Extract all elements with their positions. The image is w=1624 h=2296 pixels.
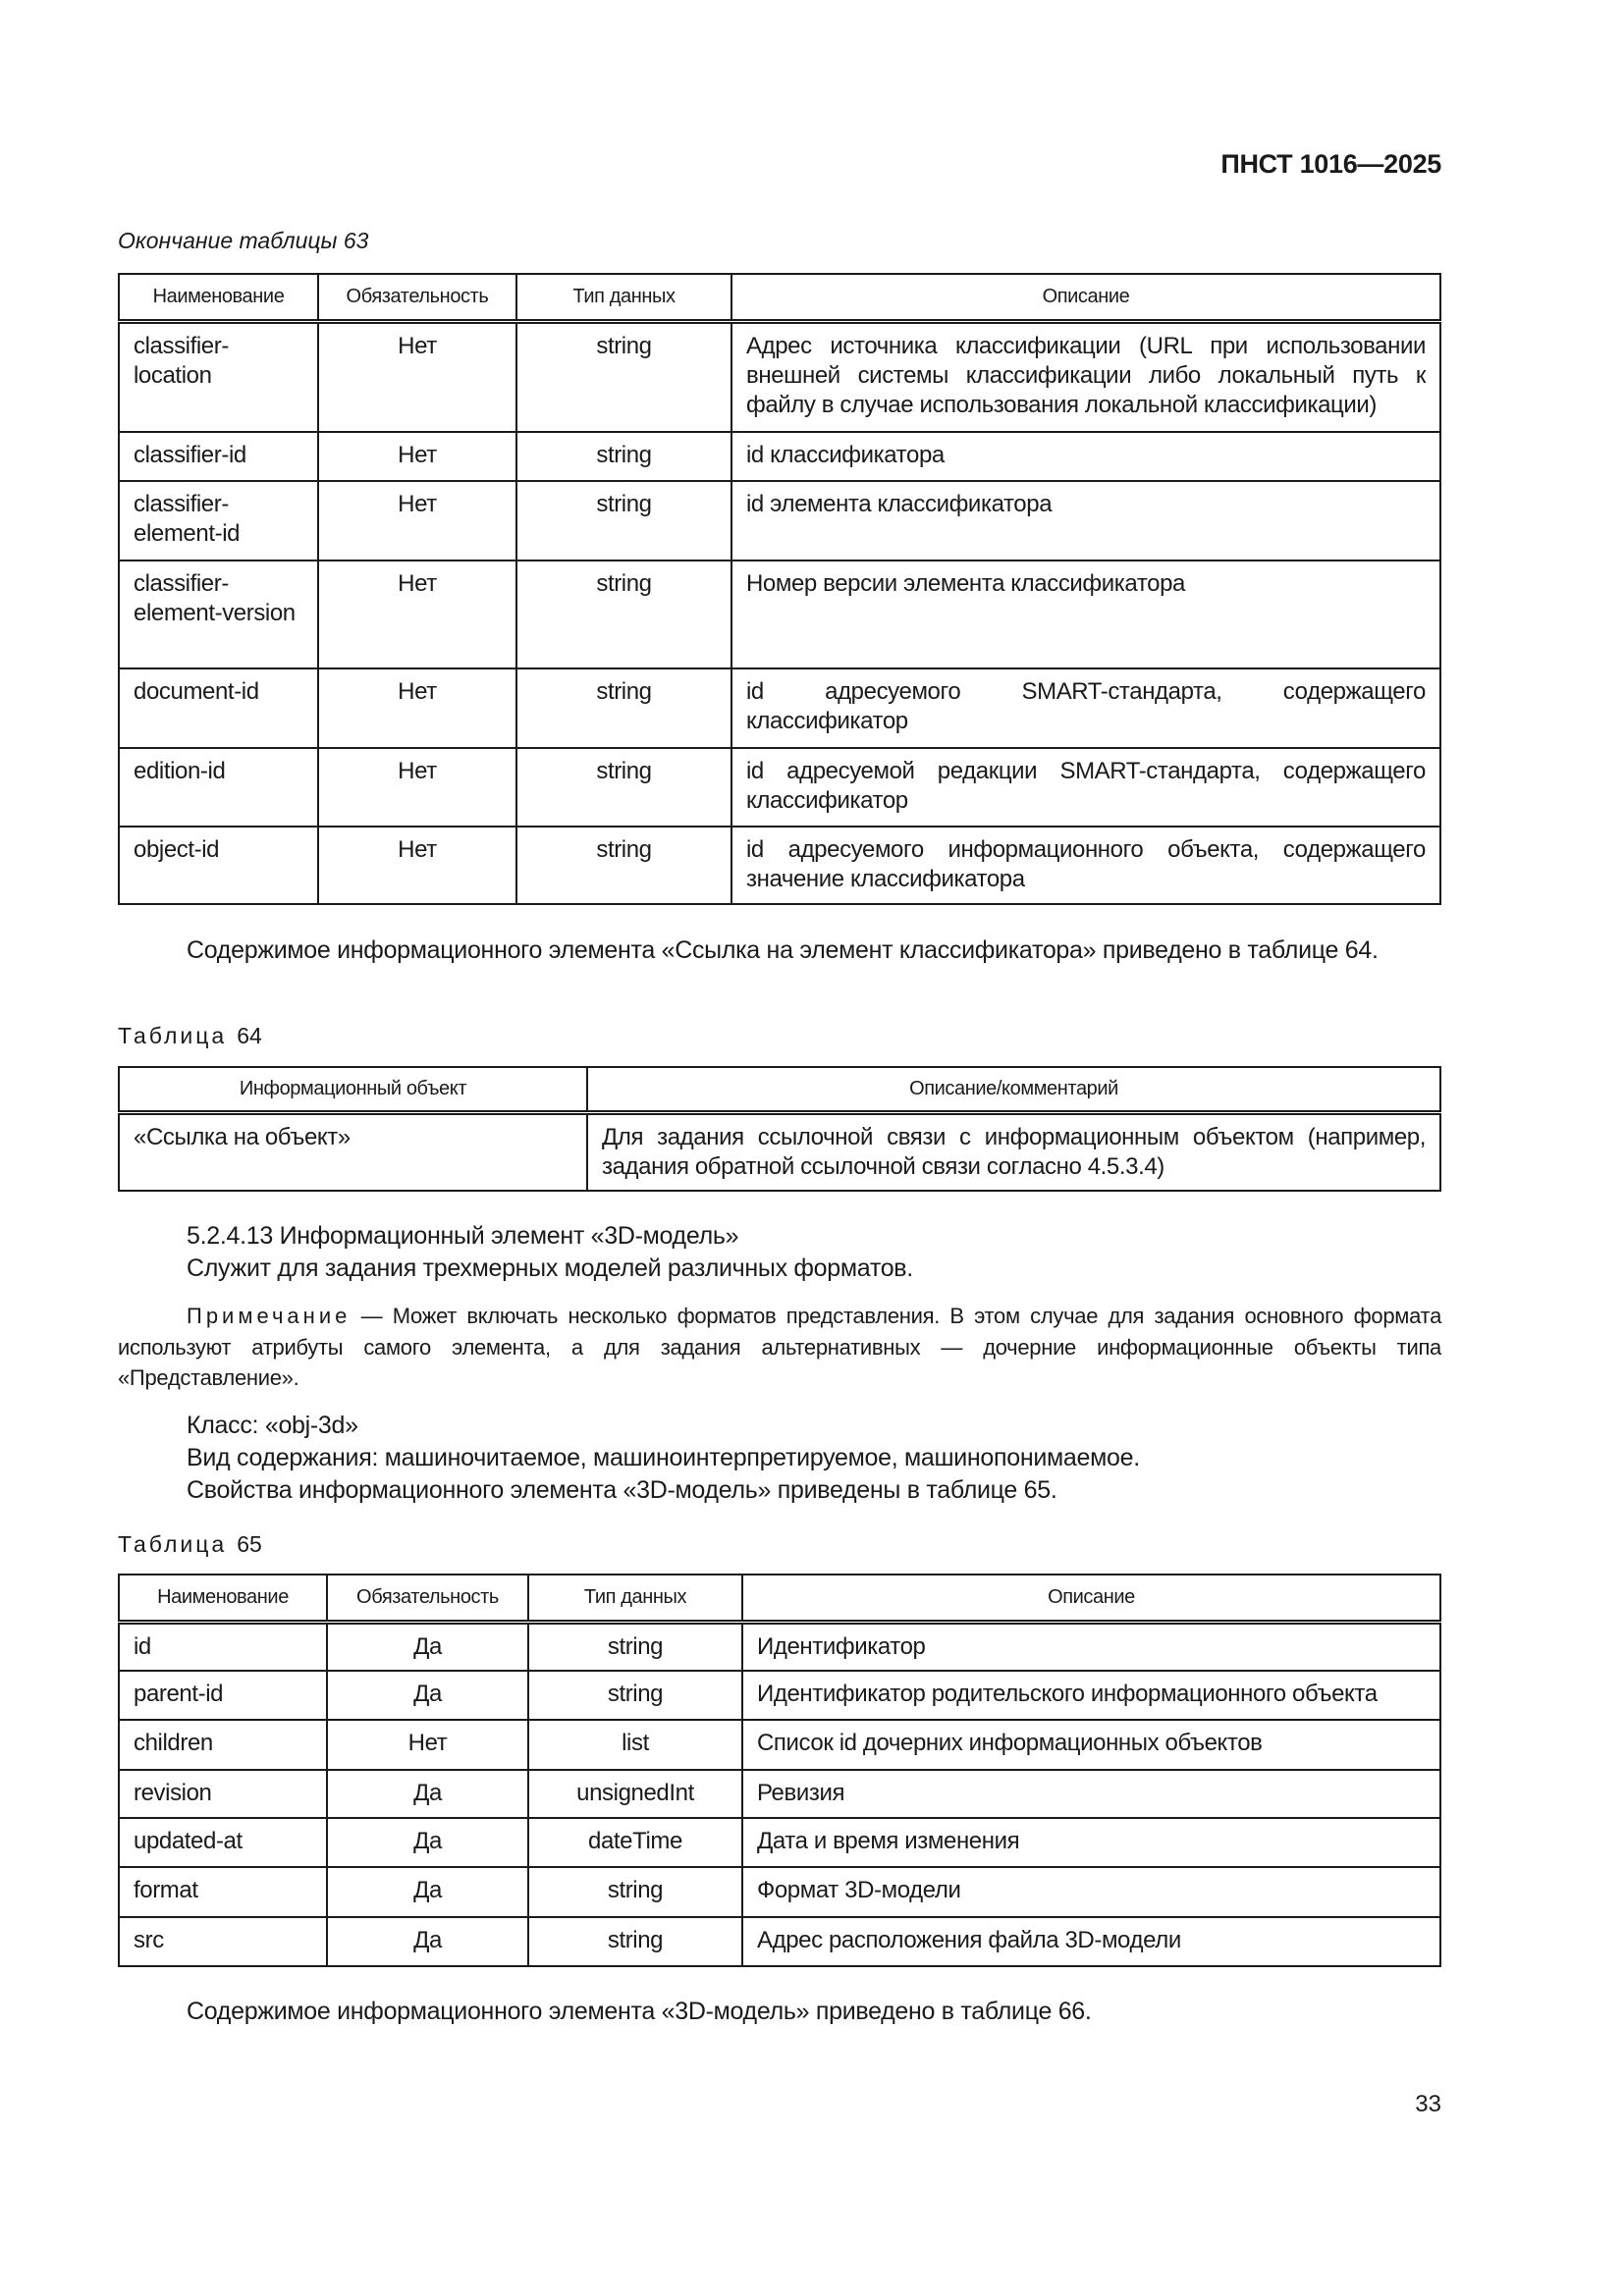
note: [118, 1301, 1441, 1394]
table-cell: string: [516, 668, 731, 748]
table-64: [118, 1066, 1441, 1192]
table-cell: Дата и время изменения: [742, 1818, 1440, 1867]
column-header: Обязательность: [327, 1575, 528, 1622]
table-header-row: [119, 1575, 1440, 1622]
column-header: Наименование: [119, 274, 318, 321]
table-number: 65: [237, 1531, 262, 1557]
table-cell: Адрес источника классификации (URL при использовании внешней системы классификации либо локальный путь к файлу в случае использования локальной классификации): [731, 321, 1440, 432]
table-row: [119, 1720, 1440, 1770]
table-cell: Нет: [318, 668, 516, 748]
document-code: ПНСТ 1016—2025: [1220, 149, 1441, 179]
table-row: [119, 432, 1440, 481]
table-cell: list: [528, 1720, 742, 1770]
table-65-label: [118, 1531, 262, 1558]
table-cell: Для задания ссылочной связи с информационным объектом (например, задания обратной ссылочной связи согласно 4.5.3.4): [587, 1112, 1440, 1191]
table-cell: string: [516, 561, 731, 668]
table-cell: string: [528, 1917, 742, 1966]
table-cell: string: [528, 1671, 742, 1720]
table-cell: id элемента классификатора: [731, 481, 1440, 561]
table-row: [119, 1112, 1440, 1191]
table-cell: edition-id: [119, 748, 318, 827]
table-cell: Нет: [318, 561, 516, 668]
table-cell: string: [516, 432, 731, 481]
table-cell: string: [516, 321, 731, 432]
page-number: 33: [1415, 2091, 1441, 2117]
column-header: Обязательность: [318, 274, 516, 321]
section-purpose: Служит для задания трехмерных моделей различных форматов.: [187, 1255, 913, 1282]
table-cell: classifier-location: [119, 321, 318, 432]
table-cell: id адресуемой редакции SMART-стандарта, содержащего классификатор: [731, 748, 1440, 827]
table-cell: id: [119, 1622, 327, 1671]
table-row: [119, 1671, 1440, 1720]
content-kind: Вид содержания: машиночитаемое, машиноинтерпретируемое, машинопонимаемое.: [187, 1444, 1140, 1471]
table-cell: id адресуемого SMART-стандарта, содержащего классификатор: [731, 668, 1440, 748]
table-63: [118, 273, 1441, 905]
column-header: Тип данных: [528, 1575, 742, 1622]
properties-line: Свойства информационного элемента «3D-модель» приведены в таблице 65.: [187, 1476, 1057, 1504]
table-cell: string: [516, 481, 731, 561]
table-row: [119, 668, 1440, 748]
column-header: Описание: [742, 1575, 1440, 1622]
table-cell: string: [516, 827, 731, 904]
column-header: Описание/комментарий: [587, 1067, 1440, 1112]
class-line: Класс: «obj-3d»: [187, 1412, 358, 1439]
table-cell: unsignedInt: [528, 1770, 742, 1818]
table-number: 64: [237, 1023, 262, 1048]
table-cell: Адрес расположения файла 3D-модели: [742, 1917, 1440, 1966]
table-cell: string: [528, 1622, 742, 1671]
table-cell: Да: [327, 1671, 528, 1720]
table-cell: dateTime: [528, 1818, 742, 1867]
table-cell: Нет: [318, 432, 516, 481]
column-header: Информационный объект: [119, 1067, 587, 1112]
note-label: Примечание: [187, 1304, 352, 1328]
table-cell: Нет: [318, 481, 516, 561]
table-cell: Нет: [318, 827, 516, 904]
paragraph-table66-intro: Содержимое информационного элемента «3D-модель» приведено в таблице 66.: [187, 1998, 1092, 2025]
table-cell: revision: [119, 1770, 327, 1818]
table-63-caption: Окончание таблицы 63: [118, 228, 369, 253]
table-cell: Ревизия: [742, 1770, 1440, 1818]
table-cell: «Ссылка на объект»: [119, 1112, 587, 1191]
table-header-row: [119, 274, 1440, 321]
table-row: [119, 1867, 1440, 1917]
table-cell: string: [528, 1867, 742, 1917]
table-row: [119, 561, 1440, 668]
table-cell: Формат 3D-модели: [742, 1867, 1440, 1917]
table-cell: classifier-element-version: [119, 561, 318, 668]
table-cell: Да: [327, 1818, 528, 1867]
table-row: [119, 1770, 1440, 1818]
table-cell: parent-id: [119, 1671, 327, 1720]
table-cell: Да: [327, 1867, 528, 1917]
table-row: [119, 748, 1440, 827]
table-label-word: Таблица: [118, 1023, 228, 1048]
column-header: Описание: [731, 274, 1440, 321]
table-cell: Список id дочерних информационных объектов: [742, 1720, 1440, 1770]
table-cell: Да: [327, 1622, 528, 1671]
table-cell: object-id: [119, 827, 318, 904]
table-cell: id классификатора: [731, 432, 1440, 481]
table-cell: updated-at: [119, 1818, 327, 1867]
column-header: Наименование: [119, 1575, 327, 1622]
table-cell: Идентификатор: [742, 1622, 1440, 1671]
note-text: — Может включать несколько форматов представления. В этом случае для задания основного формата используют атрибуты самого элемента, а для задания альтернативных — дочерние информационные объекты типа «Представление».: [118, 1304, 1441, 1390]
table-cell: string: [516, 748, 731, 827]
table-64-label: [118, 1023, 262, 1049]
table-row: [119, 1917, 1440, 1966]
table-cell: src: [119, 1917, 327, 1966]
column-header: Тип данных: [516, 274, 731, 321]
table-row: [119, 1818, 1440, 1867]
table-label-word: Таблица: [118, 1531, 228, 1557]
table-cell: id адресуемого информационного объекта, содержащего значение классификатора: [731, 827, 1440, 904]
table-cell: Да: [327, 1917, 528, 1966]
table-cell: Нет: [318, 321, 516, 432]
table-cell: classifier-element-id: [119, 481, 318, 561]
table-cell: Идентификатор родительского информационного объекта: [742, 1671, 1440, 1720]
table-cell: Нет: [327, 1720, 528, 1770]
table-cell: Да: [327, 1770, 528, 1818]
table-cell: children: [119, 1720, 327, 1770]
table-cell: format: [119, 1867, 327, 1917]
table-cell: classifier-id: [119, 432, 318, 481]
table-row: [119, 481, 1440, 561]
table-cell: Нет: [318, 748, 516, 827]
table-cell: Номер версии элемента классификатора: [731, 561, 1440, 668]
table-header-row: [119, 1067, 1440, 1112]
paragraph-table64-intro: Содержимое информационного элемента «Ссылка на элемент классификатора» приведено в таблице 64.: [187, 936, 1379, 964]
table-row: [119, 321, 1440, 432]
section-heading: 5.2.4.13 Информационный элемент «3D-модель»: [187, 1222, 739, 1250]
table-row: [119, 827, 1440, 904]
table-cell: document-id: [119, 668, 318, 748]
table-row: [119, 1622, 1440, 1671]
table-65: [118, 1574, 1441, 1967]
